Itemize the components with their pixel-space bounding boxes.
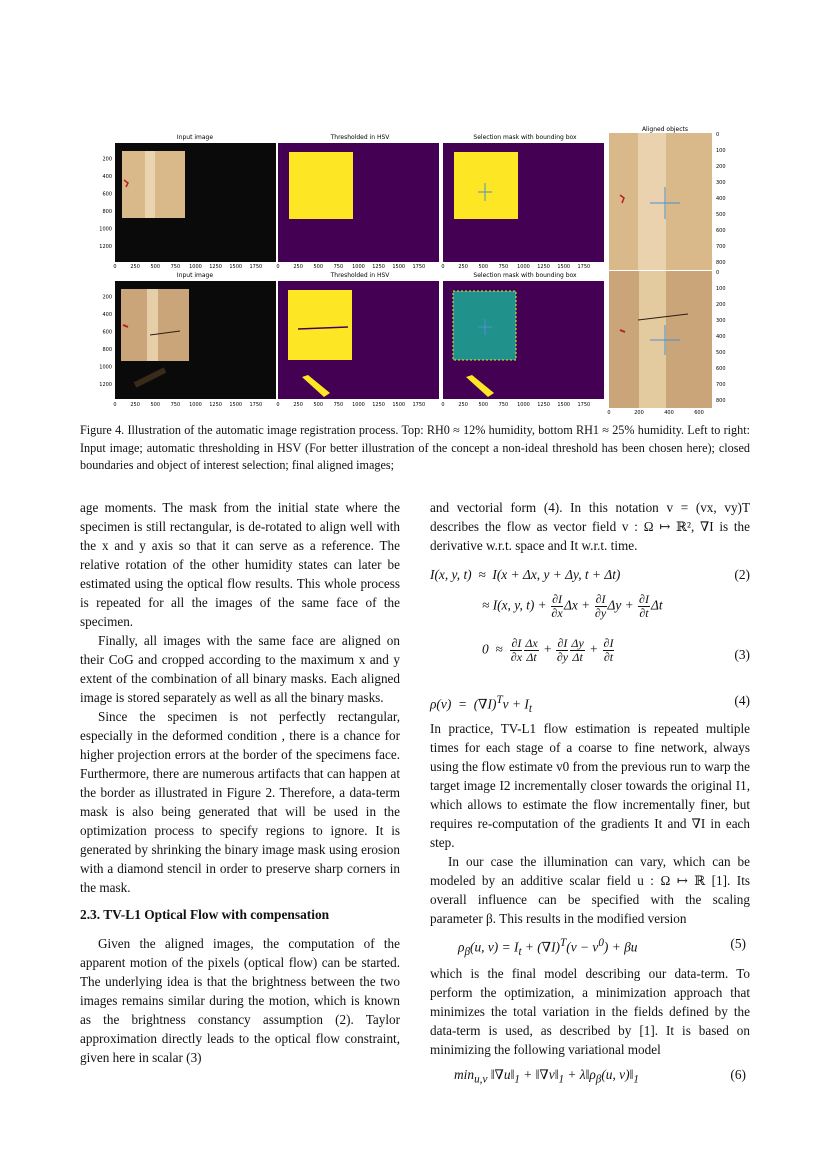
tick-label: 1000 [189,264,202,270]
paragraph: age moments. The mask from the initial state where the specimen is still rectangular, is de-rotated to align well with the x and y axis so that it can serve as a reference. The relative rotation of the other humidity states can later be estimated using the optical flow results. This whole process is repeated for all the images of the same face of the specimen. [80,500,400,629]
tick-label: 1250 [209,264,222,270]
tick-label: 1250 [537,402,550,408]
tick-label: 400 [102,174,112,180]
paragraph: which is the final model describing our data-term. To perform the optimization, a minimization approach that minimizes the total variation in the fields defined by the data-term is used, as described by [1]. It is based on minimizing the following variational model [430,966,750,1057]
tick-label: 1250 [209,402,222,408]
paragraph: and vectorial form (4). In this notation v = (vx, vy)T describes the flow as vector field v : Ω ↦ ℝ², ∇I is the derivative w.r.t. space and It w.r.t. time. [430,500,750,553]
tick-label: 1500 [229,402,243,408]
equation-2: I(x, y, t) ≈ I(x + Δx, y + Δy, t + Δt) (2) [430,567,750,582]
figure-caption: Figure 4. Illustration of the automatic image registration process. Top: RH0 ≈ 12% humidity, bottom RH1 ≈ 25% humidity. Left to right: Input image; automatic thresholding in HSV (For better illustration of the concept a non-ideal threshold has been chosen here); closed boundaries and object of interest selection; final aligned images; [80,423,750,472]
threshold-bottom [278,281,439,399]
threshold-top [278,143,439,262]
tick-label: 500 [478,264,489,270]
selection-bottom [443,281,604,399]
tick-label: 500 [313,264,324,270]
tick-label: 400 [716,196,726,202]
tick-label: 200 [716,164,726,170]
tick-label: 0 [276,402,280,408]
left-column [80,498,400,1067]
tick-label: 400 [664,410,674,415]
tick-label: 1000 [517,402,530,408]
tick-label: 750 [498,402,509,408]
tick-label: 750 [498,264,509,270]
tick-label: 400 [102,312,112,318]
tick-label: 1750 [249,264,263,270]
tick-label: 500 [716,212,726,218]
tick-label: 1000 [352,264,365,270]
tick-label: 1750 [577,402,591,408]
tick-label: 500 [478,402,489,408]
tick-label: 1750 [412,264,426,270]
tick-label: 600 [694,410,704,415]
tick-label: 0 [716,132,720,138]
tick-label: 0 [441,264,445,270]
tick-label: 1750 [249,402,263,408]
panel-title: Input image [176,272,214,279]
panel-title: Aligned objects [641,126,689,133]
selection-top [443,143,604,262]
tick-label: 750 [333,264,344,270]
tick-label: 1200 [99,244,112,250]
tick-label: 1000 [189,402,202,408]
right-column [430,498,750,1093]
equation-number: (4) [734,693,750,708]
tick-label: 600 [716,366,726,372]
tick-label: 200 [102,294,112,301]
tick-label: 0 [607,410,611,415]
tick-label: 600 [102,191,112,198]
paragraph: Since the specimen is not perfectly rectangular, especially in the deformed condition , there is a chance for higher projection errors at the border of the specimens face. Furthermore, there are numerous artifacts that can happen at the border as illustrated in Figure 2. Therefore, a data-term mask is also being generated that will be used in the optimization process to specify regions to ignore. It is generated by shrinking the binary image mask using erosion with a diamond stencil in order to preserve sharp corners in the mask. [80,709,400,895]
tick-label: 500 [150,264,161,270]
tick-label: 1500 [392,402,406,408]
paragraph: In our case the illumination can vary, which can be modeled by an additive scalar field u : Ω ↦ ℝ [1]. Its overall influence can be specified with the scaling parameter β. This results in the modified version [430,854,750,926]
paragraph: Finally, all images with the same face are aligned on their CoG and cropped according to the maximum x and y extent of the combination of all binary masks. Each aligned image is stored separately as well as all the binary masks. [80,633,400,705]
tick-label: 0 [276,264,280,270]
equation-6: $\min_{u,v}$ $‖\nabla u‖_1$ + $‖\nabla v‖_1$ + $\lambda‖\rho_\beta(u$, $v)‖_1$ (6) [454,1067,746,1086]
tick-label: 250 [130,402,140,408]
tick-label: 800 [716,260,726,266]
tick-label: 600 [102,329,112,336]
tick-label: 1000 [517,264,530,270]
panel-title: Selection mask with bounding box [473,134,577,141]
tick-label: 500 [716,350,726,356]
tick-label: 1000 [99,226,112,233]
tick-label: 700 [716,382,726,388]
panel-title: Thresholded in HSV [330,272,390,279]
tick-label: 600 [716,228,726,234]
tick-label: 0 [113,402,117,408]
tick-label: 300 [716,180,726,186]
input-image-top [115,143,276,262]
paragraph: Given the aligned images, the computation of the apparent motion of the pixels (optical flow) can be started. The underlying idea is that the brightness between the two images remains similar during the motion, which is known as the brightness constancy assumption (2). Taylor approximation directly leads to the optical flow constraint, given here in scalar (3) [80,936,400,1065]
tick-label: 200 [716,302,726,308]
tick-label: 200 [634,410,644,415]
tick-label: 250 [293,264,303,270]
tick-label: 250 [458,264,468,270]
tick-label: 1750 [577,264,591,270]
equation-5: $\rho_\beta(u$, $v) = I_t + (\nabla I)^T(v - v^0) + \beta u$ (5) [458,936,746,959]
panel-title: Input image [176,134,214,141]
equation-number: (6) [730,1067,746,1082]
paragraph: In practice, TV-L1 flow estimation is repeated multiple times for each stage of a coarse to fine network, always using the flow estimate v0 from the previous run to warp the target image I2 incrementally closer towards the original I1, which allows to estimate the flow incrementally finer, but requires re-computation of the gradients It and ∇I in each step. [430,721,750,850]
figure-4 [80,125,740,415]
panel-title: Selection mask with bounding box [473,272,577,279]
tick-label: 1250 [537,264,550,270]
tick-label: 1500 [392,264,406,270]
tick-label: 1750 [412,402,426,408]
tick-label: 1500 [557,264,571,270]
tick-label: 750 [170,264,181,270]
tick-label: 800 [716,398,726,404]
tick-label: 1250 [372,402,385,408]
tick-label: 200 [102,156,112,163]
tick-label: 250 [130,264,140,270]
tick-label: 1500 [557,402,571,408]
tick-label: 250 [458,402,468,408]
tick-label: 1500 [229,264,243,270]
tick-label: 1000 [99,364,112,371]
tick-label: 100 [716,286,726,292]
section-heading: 2.3. TV-L1 Optical Flow with compensation [80,907,330,922]
tick-label: 300 [716,318,726,324]
input-image-bottom [115,281,276,399]
tick-label: 500 [313,402,324,408]
equation-number: (3) [734,647,750,662]
equation-3: 0 ≈ $\frac{\partial I}{\partial x}$ $\frac{\Delta x}{\Delta t}$ + $\frac{\partial I}{\partial y}$ $\frac{\Delta y}{\Delta t}$ + $\frac{\partial I}{\partial t}$ (3) [482,636,750,664]
tick-label: 1000 [352,402,365,408]
tick-label: 800 [102,209,112,215]
figure-panels [80,125,740,415]
tick-label: 400 [716,334,726,340]
tick-label: 700 [716,244,726,250]
tick-label: 750 [333,402,344,408]
tick-label: 1200 [99,382,112,388]
tick-label: 750 [170,402,181,408]
tick-label: 0 [113,264,117,270]
aligned-bottom [609,271,712,408]
tick-label: 500 [150,402,161,408]
tick-label: 0 [716,270,720,276]
tick-label: 0 [441,402,445,408]
tick-label: 800 [102,347,112,353]
equation-number: (5) [730,936,746,951]
tick-label: 1250 [372,264,385,270]
equation-number: (2) [734,567,750,582]
aligned-top [609,133,712,270]
panel-title: Thresholded in HSV [330,134,390,141]
equation-4: $\rho(v) = (\nabla I)^Tv + I_t$ (4) [430,693,750,716]
equation-2-cont: ≈ I(x, y, t) + $\frac{\partial I}{\partial x}$ Δx + $\frac{\partial I}{\partial y}$ Δy + $\frac{\partial I}{\partial t}$ Δt [482,592,663,620]
tick-label: 250 [293,402,303,408]
tick-label: 100 [716,148,726,154]
